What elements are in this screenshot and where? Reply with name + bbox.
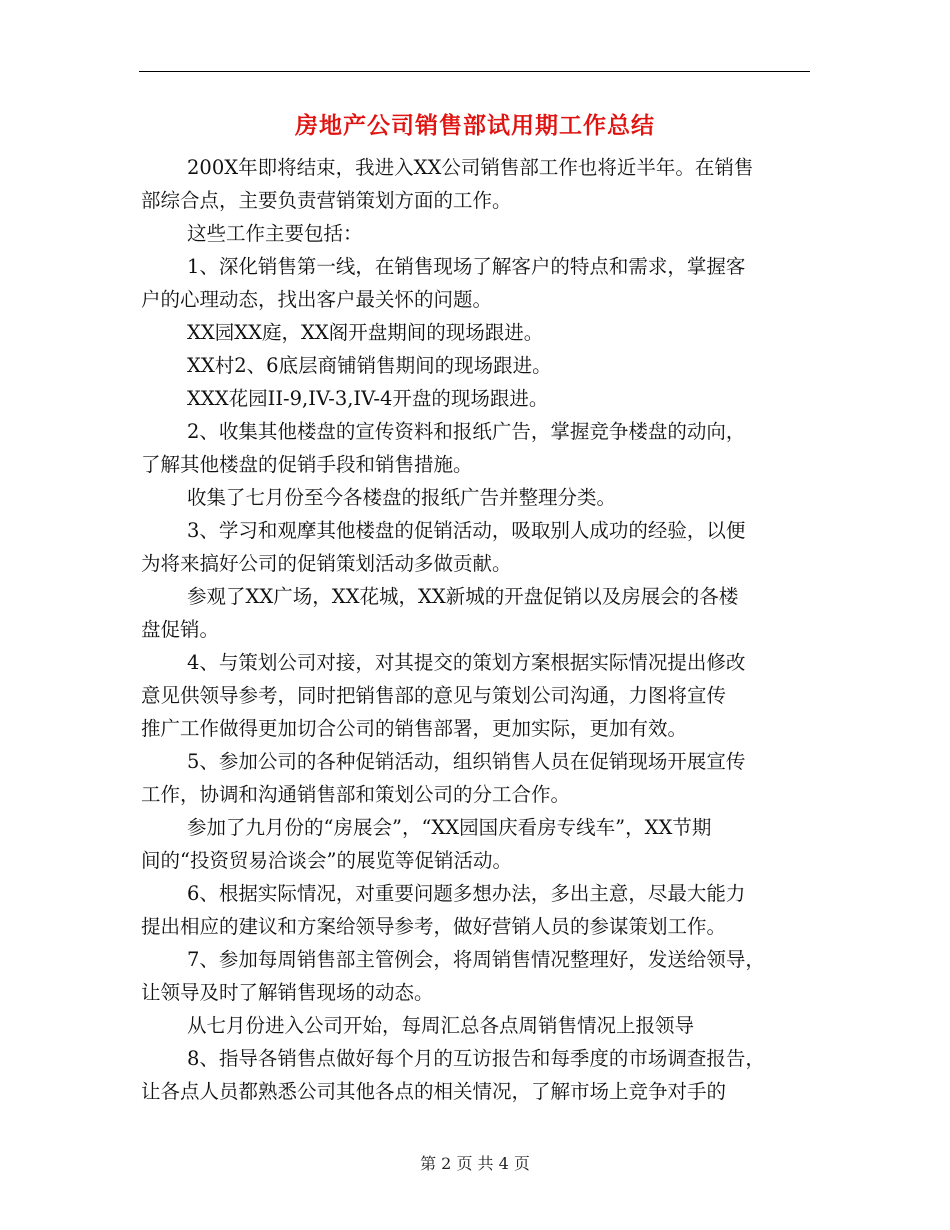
page-number: 第 2 页 共 4 页 xyxy=(420,1154,530,1173)
paragraph-line: 为将来搞好公司的促销策划活动多做贡献。 xyxy=(141,552,512,575)
paragraph-line: 了解其他楼盘的促销手段和销售措施。 xyxy=(141,453,473,476)
paragraph-line: 参观了XX广场，XX花城，XX新城的开盘促销以及房展会的各楼 xyxy=(187,585,739,608)
paragraph-line: 从七月份进入公司开始，每周汇总各点周销售情况上报领导 xyxy=(187,1014,695,1037)
paragraph-line: 这些工作主要包括： xyxy=(187,222,363,245)
paragraph-line: 200X年即将结束，我进入XX公司销售部工作也将近半年。在销售 xyxy=(187,156,754,179)
paragraph-line: 6、根据实际情况，对重要问题多想办法，多出主意，尽最大能力 xyxy=(187,882,746,905)
paragraph-line: 部综合点，主要负责营销策划方面的工作。 xyxy=(141,189,512,212)
paragraph-line: 户的心理动态，找出客户最关怀的问题。 xyxy=(141,288,493,311)
paragraph-line: 推广工作做得更加切合公司的销售部署，更加实际，更加有效。 xyxy=(141,717,688,740)
paragraph-line: XXX花园II-9,IV-3,IV-4开盘的现场跟进。 xyxy=(187,387,549,410)
paragraph-line: 4、与策划公司对接，对其提交的策划方案根据实际情况提出修改 xyxy=(187,651,746,674)
paragraph-line: 工作，协调和沟通销售部和策划公司的分工合作。 xyxy=(141,783,571,806)
paragraph-line: 3、学习和观摩其他楼盘的促销活动，吸取别人成功的经验，以便 xyxy=(187,519,746,542)
paragraph-line: 2、收集其他楼盘的宣传资料和报纸广告，掌握竞争楼盘的动向， xyxy=(187,420,746,443)
paragraph-line: 8、指导各销售点做好每个月的互访报告和每季度的市场调查报告， xyxy=(187,1047,765,1070)
paragraph-line: 意见供领导参考，同时把销售部的意见与策划公司沟通，力图将宣传 xyxy=(141,684,727,707)
paragraph-line: 5、参加公司的各种促销活动，组织销售人员在促销现场开展宣传 xyxy=(187,750,746,773)
paragraph-line: 7、参加每周销售部主管例会，将周销售情况整理好，发送给领导， xyxy=(187,948,765,971)
paragraph-line: 参加了九月份的“房展会”，“XX园国庆看房专线车”，XX节期 xyxy=(187,816,712,839)
paragraph-line: XX园XX庭，XX阁开盘期间的现场跟进。 xyxy=(187,321,544,344)
paragraph-line: 让各点人员都熟悉公司其他各点的相关情况，了解市场上竞争对手的 xyxy=(141,1080,727,1103)
paragraph-line: 盘促销。 xyxy=(141,618,220,641)
paragraph-line: 间的“投资贸易洽谈会”的展览等促销活动。 xyxy=(141,849,512,872)
paragraph-line: 收集了七月份至今各楼盘的报纸广告并整理分类。 xyxy=(187,486,617,509)
document-title: 房地产公司销售部试用期工作总结 xyxy=(295,112,655,139)
paragraph-line: XX村2、6底层商铺销售期间的现场跟进。 xyxy=(187,354,552,377)
paragraph-line: 提出相应的建议和方案给领导参考，做好营销人员的参谋策划工作。 xyxy=(141,915,727,938)
paragraph-line: 让领导及时了解销售现场的动态。 xyxy=(141,981,434,1004)
paragraph-line: 1、深化销售第一线，在销售现场了解客户的特点和需求，掌握客 xyxy=(187,255,746,278)
header-rule xyxy=(139,71,810,72)
